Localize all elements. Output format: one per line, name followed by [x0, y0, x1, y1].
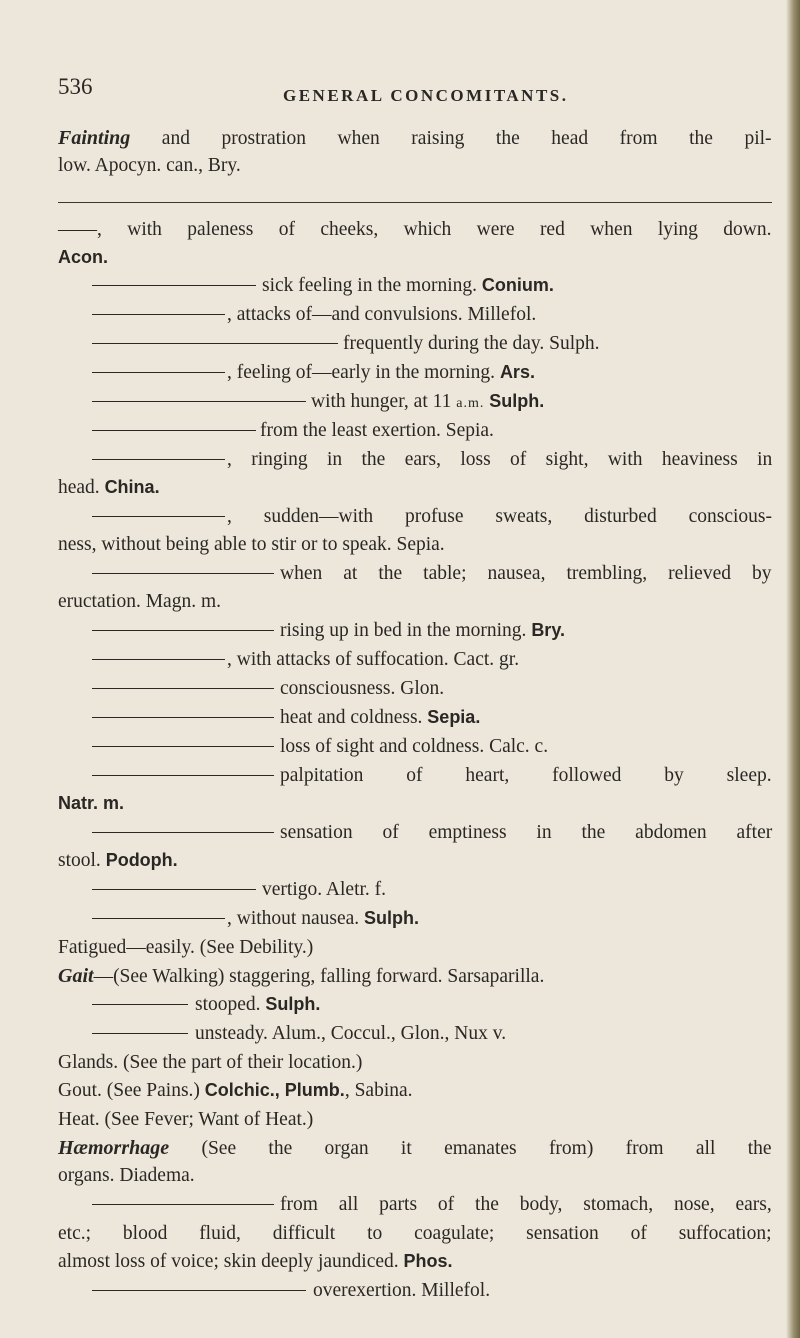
- entry-text: rising up in bed in the morning.: [280, 620, 532, 641]
- entry-unsteady: unsteady. Alum., Coccul., Glon., Nux v.: [195, 1023, 507, 1044]
- entry-haemorrhage-line2: organs. Diadema.: [58, 1165, 195, 1186]
- dash-rule: [92, 285, 256, 286]
- entry-ringing-line2: [58, 478, 160, 498]
- entry-vertigo: vertigo. Aletr. f.: [262, 879, 387, 900]
- dash-rule: [92, 1204, 274, 1205]
- entry-all-parts-line2: etc.; blood fluid, difficult to coagulate; sensation of suffocation;: [58, 1223, 772, 1244]
- page-edge-shadow: [786, 0, 800, 1338]
- remedy: Phos.: [403, 1251, 453, 1271]
- entry-ringing-line1: , ringing in the ears, loss of sight, with heaviness in: [227, 449, 773, 470]
- remedy: Colchic., Plumb.: [204, 1080, 345, 1100]
- entry-paleness-line2: [58, 248, 108, 268]
- entry-fainting-line2: low. Apocyn. can., Bry.: [58, 155, 241, 176]
- entry-hunger: [311, 392, 544, 412]
- entry-consciousness: consciousness. Glon.: [280, 678, 445, 699]
- remedy: Natr. m.: [58, 793, 125, 813]
- dash-rule: [92, 630, 274, 631]
- entry-exertion: from the least exertion. Sepia.: [260, 420, 494, 441]
- running-head: GENERAL CONCOMITANTS.: [283, 86, 569, 105]
- remedy: China.: [104, 477, 160, 497]
- entry-text: , without nausea.: [227, 908, 365, 929]
- entry-text: with hunger, at 11: [311, 391, 457, 412]
- entry-heading: Hæmorrhage: [58, 1137, 170, 1159]
- entry-table-line1: when at the table; nausea, trembling, relieved by: [280, 563, 772, 584]
- dash-rule: [92, 343, 338, 344]
- entry-attacks: , attacks of—and convulsions. Millefol.: [227, 304, 537, 325]
- remedy: Sulph.: [364, 908, 420, 928]
- dash-rule: [92, 659, 225, 660]
- dash-rule: [92, 775, 274, 776]
- entry-loss-sight: loss of sight and coldness. Calc. c.: [280, 736, 549, 757]
- entry-emptiness-line1: sensation of emptiness in the abdomen after: [280, 822, 773, 843]
- entry-feeling-of: [227, 363, 535, 383]
- dash-rule: [92, 717, 274, 718]
- entry-sudden-line1: , sudden—with profuse sweats, disturbed conscious-: [227, 506, 772, 527]
- remedy: Sepia.: [427, 707, 481, 727]
- dash-rule: [92, 1004, 188, 1005]
- entry-table-line2: eructation. Magn. m.: [58, 591, 221, 612]
- entry-stooped: [195, 995, 320, 1015]
- entry-gait: [58, 966, 544, 987]
- entry-text: —(See Walking) staggering, falling forward. Sarsaparilla.: [93, 966, 545, 987]
- entry-frequently: frequently during the day. Sulph.: [343, 333, 600, 354]
- remedy: Bry.: [531, 620, 565, 640]
- entry-rising: [280, 621, 565, 641]
- entry-text: sick feeling in the morning.: [262, 275, 482, 296]
- section-rule: [58, 202, 772, 203]
- entry-text: stool.: [58, 850, 106, 871]
- entry-palpitation-line1: palpitation of heart, followed by sleep.: [280, 765, 772, 786]
- time-abbrev: a.m.: [456, 396, 485, 411]
- entry-without-nausea: [227, 909, 419, 929]
- entry-text: , Sabina.: [344, 1080, 413, 1101]
- entry-heat-coldness: [280, 708, 480, 728]
- entry-text: , feeling of—early in the morning.: [227, 362, 500, 383]
- entry-heading: Fainting: [58, 127, 131, 149]
- remedy: Sulph.: [489, 391, 545, 411]
- entry-text: stooped.: [195, 994, 266, 1015]
- entry-paleness-line1: ——, with paleness of cheeks, which were red when lying down.: [58, 219, 772, 240]
- dash-rule: [92, 832, 274, 833]
- dash-rule: [92, 746, 274, 747]
- remedy: Acon.: [58, 247, 109, 267]
- entry-sudden-line2: ness, without being able to stir or to speak. Sepia.: [58, 534, 445, 555]
- entry-text: head.: [58, 477, 105, 498]
- dash-rule: [92, 430, 256, 431]
- entry-glands: Glands. (See the part of their location.): [58, 1052, 363, 1073]
- entry-text: and prostration when raising the head from the pil-: [130, 128, 772, 149]
- dash-rule: [92, 459, 225, 460]
- entry-emptiness-line2: [58, 851, 178, 871]
- entry-text: heat and coldness.: [280, 707, 428, 728]
- dash-rule: [92, 401, 306, 402]
- remedy: Podoph.: [105, 850, 178, 870]
- dash-rule: [92, 918, 225, 919]
- entry-all-parts-line3: [58, 1252, 453, 1272]
- dash-rule: [92, 516, 225, 517]
- page-number: 536: [58, 74, 93, 99]
- remedy: Ars.: [499, 362, 535, 382]
- entry-heat: Heat. (See Fever; Want of Heat.): [58, 1109, 314, 1130]
- dash-rule: [92, 688, 274, 689]
- entry-text: almost loss of voice; skin deeply jaundiced.: [58, 1251, 404, 1272]
- entry-gout: [58, 1081, 413, 1101]
- entry-suffocation: , with attacks of suffocation. Cact. gr.: [227, 649, 520, 670]
- entry-heading: Gait: [58, 965, 94, 987]
- entry-palpitation-line2: [58, 794, 124, 814]
- dash-rule: [92, 573, 274, 574]
- entry-haemorrhage-line1: [58, 1138, 772, 1159]
- dash-rule: [92, 372, 225, 373]
- dash-rule: [92, 889, 256, 890]
- entry-all-parts-line1: from all parts of the body, stomach, nose, ears,: [280, 1194, 772, 1215]
- entry-text: Gout. (See Pains.): [58, 1080, 205, 1101]
- entry-fatigued: Fatigued—easily. (See Debility.): [58, 937, 314, 958]
- remedy: Conium.: [481, 275, 554, 295]
- dash-rule: [92, 314, 225, 315]
- entry-overexertion: overexertion. Millefol.: [313, 1280, 491, 1301]
- remedy: Sulph.: [265, 994, 321, 1014]
- dash-rule: [92, 1290, 306, 1291]
- entry-text: (See the organ it emanates from) from all the: [169, 1138, 772, 1159]
- entry-fainting-line1: [58, 128, 772, 149]
- entry-sick-feeling: [262, 276, 554, 296]
- dash-rule: [92, 1033, 188, 1034]
